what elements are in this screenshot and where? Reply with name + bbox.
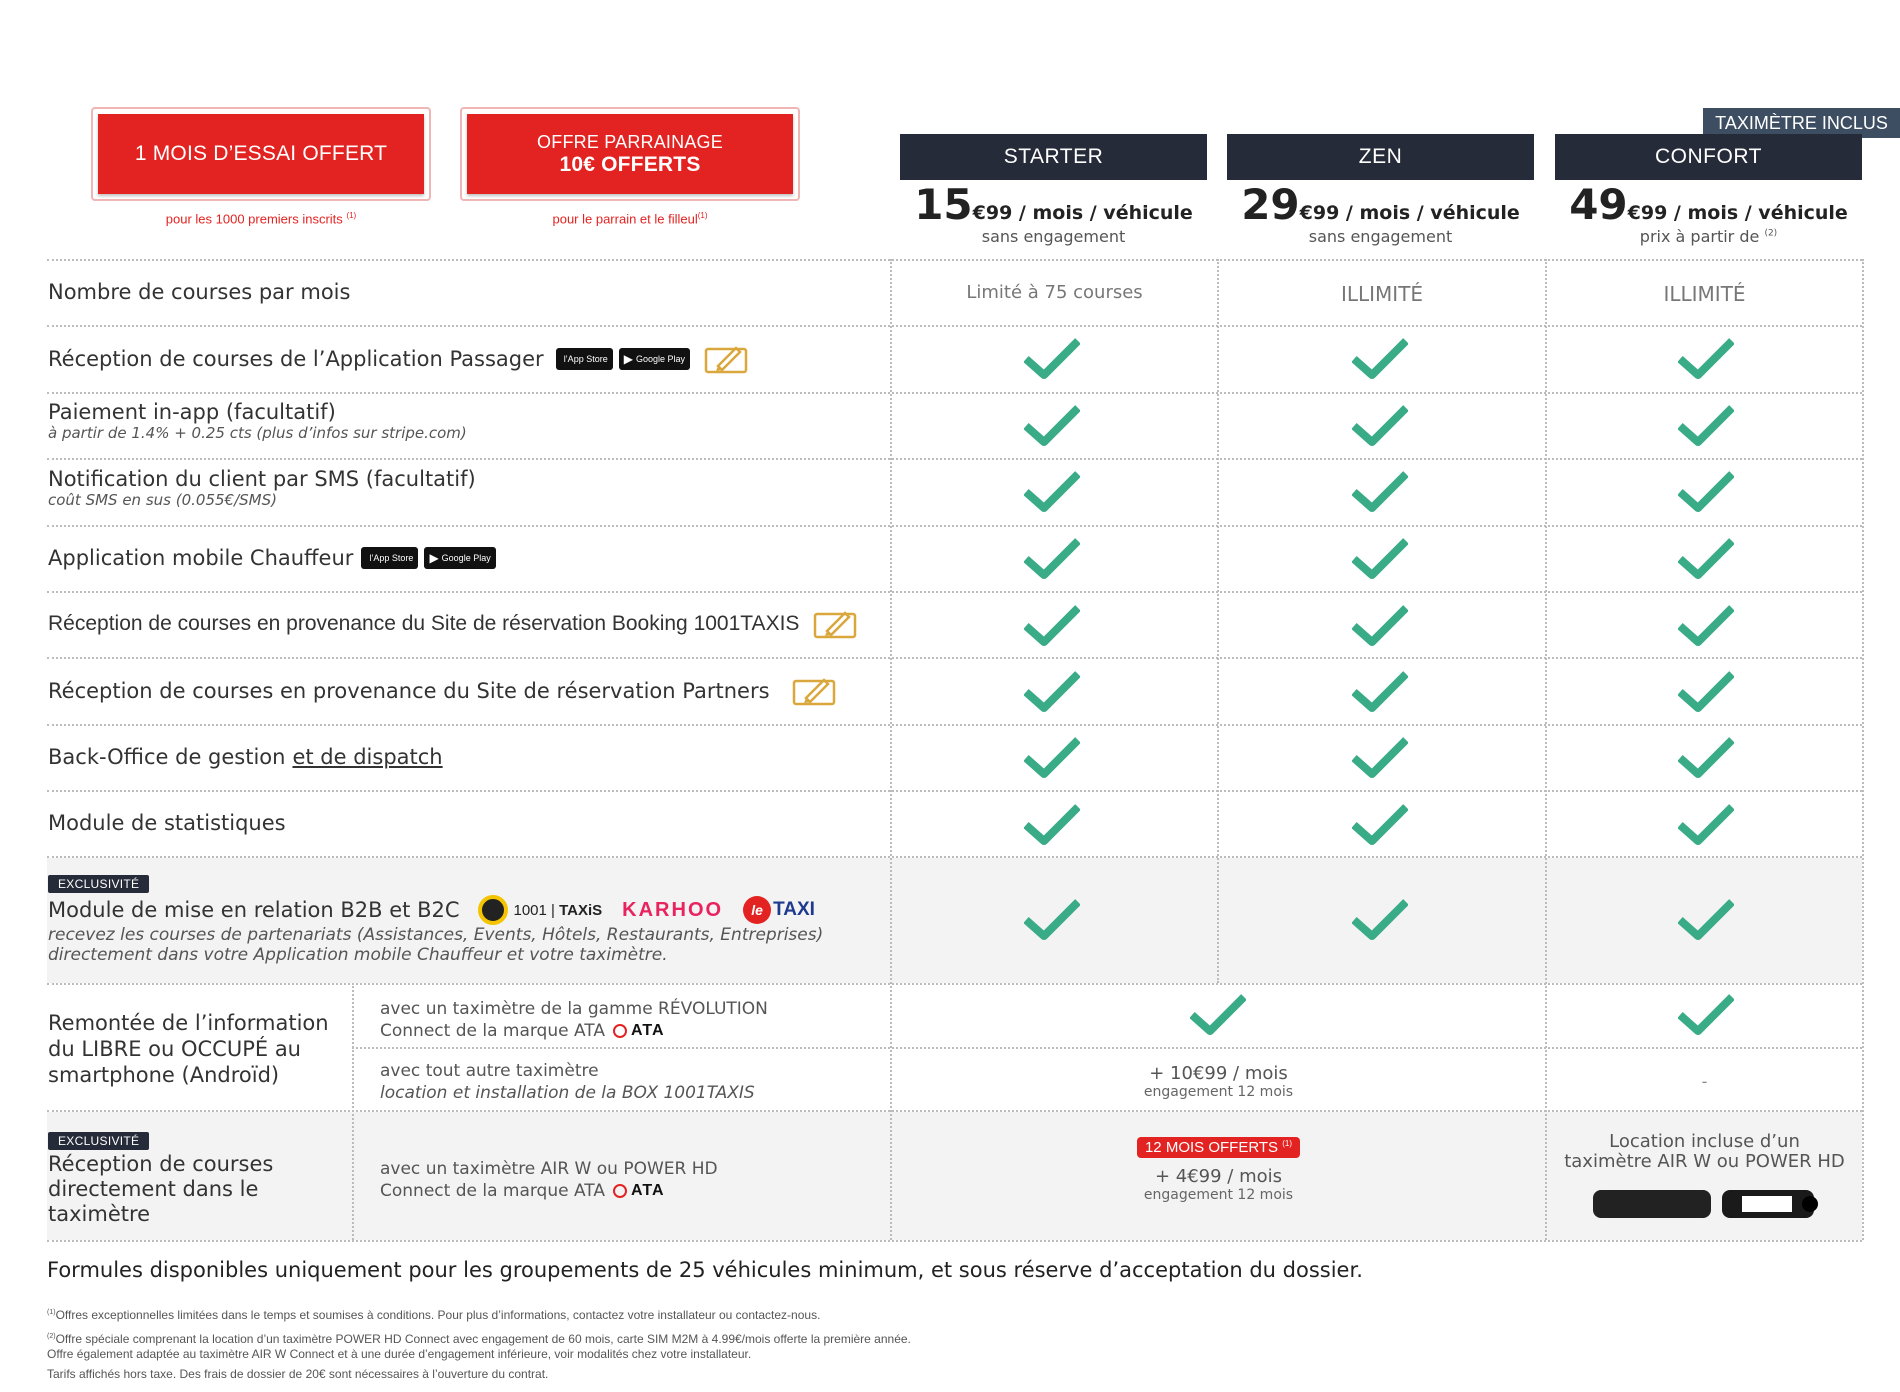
table-divider <box>47 1110 1862 1112</box>
check-icon <box>1678 470 1734 512</box>
check-icon <box>1352 736 1408 778</box>
check-icon <box>1678 736 1734 778</box>
taximeter-offer-cell: 12 MOIS OFFERTS $^{(1)}$ + 4€99 / mois engagement 12 mois <box>892 1137 1545 1203</box>
check-icon <box>1024 803 1080 845</box>
row-label-passenger-app: Réception de courses de l’Application Passager l’App Store ▶ Google Play <box>48 325 748 392</box>
edit-icon[interactable] <box>813 609 857 639</box>
referral-offer-frame <box>460 107 800 201</box>
row-label-b2b: EXCLUSIVITÉ Module de mise en relation B2B et B2C 1001 | TAXiS KARHOO le TAXI recevez les courses de partenariats (Assistances, Events, Hôtels, Restaurants, Entreprises) directement dans votre Application mobile Chauffeur et votre taximètre. <box>48 877 824 965</box>
check-icon <box>1024 537 1080 579</box>
status-sync-other-confort: - <box>1701 1072 1708 1091</box>
status-sync-option-other: avec tout autre taximètre location et installation de la BOX 1001TAXIS <box>380 1061 755 1103</box>
plan-commitment-starter: sans engagement <box>981 227 1126 246</box>
trial-offer-label: 1 MOIS D’ESSAI OFFERT <box>134 142 388 165</box>
logo-letaxi: le TAXI <box>743 896 815 924</box>
column-divider <box>1545 259 1547 1240</box>
check-icon <box>1678 404 1734 446</box>
edit-icon[interactable] <box>792 676 836 706</box>
plan-commitment-confort: prix à partir de $^{(2)}$ <box>1639 227 1778 246</box>
table-divider <box>47 856 1862 858</box>
row-label-stats: Module de statistiques <box>48 811 286 835</box>
referral-offer-note: pour le parrain et le filleul$^{(1)}$ <box>552 211 708 227</box>
check-icon <box>1678 604 1734 646</box>
courses-zen-value: ILLIMITÉ <box>1340 282 1424 306</box>
table-divider <box>47 392 1862 394</box>
play-icon: ▶ <box>429 551 439 565</box>
check-icon <box>1190 993 1246 1035</box>
table-divider <box>47 458 1862 460</box>
column-divider <box>1862 259 1864 1240</box>
check-icon <box>1024 898 1080 940</box>
taximeter-included-badge: TAXIMÈTRE INCLUS <box>1703 108 1900 138</box>
google-play-badge[interactable]: ▶ Google Play <box>424 547 495 569</box>
taximeter-device-powerhd <box>1722 1190 1814 1218</box>
check-icon <box>1024 736 1080 778</box>
free-months-badge: 12 MOIS OFFERTS $^{(1)}$ <box>1137 1137 1300 1158</box>
exclusive-badge: EXCLUSIVITÉ <box>48 875 149 893</box>
partner-logos <box>478 895 815 925</box>
plan-header-zen[interactable]: ZEN <box>1227 134 1534 180</box>
status-sync-option-revolution: avec un taximètre de la gamme RÉVOLUTION Connect de la marque ATA ATA <box>380 999 768 1041</box>
app-store-badge[interactable]: l’App Store <box>556 348 613 370</box>
taximeter-confort-cell: Location incluse d’un taximètre AIR W ou POWER HD <box>1564 1131 1845 1172</box>
plan-price-starter: 15€99 / mois / véhicule sans engagement <box>900 180 1207 246</box>
courses-starter-value: Limité à 75 courses <box>966 282 1143 303</box>
column-divider <box>352 983 354 1240</box>
trial-offer-note: pour les 1000 premiers inscrits $^{(1)}$ <box>165 211 357 227</box>
taximeter-option-airw: avec un taximètre AIR W ou POWER HD Connect de la marque ATA ATA <box>380 1159 718 1201</box>
plan-price-confort: 49€99 / mois / véhicule prix à partir de $^{(2)}$ <box>1555 180 1862 246</box>
logo-1001taxis: 1001 | TAXiS <box>478 895 603 925</box>
check-icon <box>1352 470 1408 512</box>
table-divider <box>47 790 1862 792</box>
check-icon <box>1352 898 1408 940</box>
plan-header-confort[interactable]: CONFORT <box>1555 134 1862 180</box>
trial-offer-button[interactable] <box>98 114 424 194</box>
ata-logo: ATA <box>613 1180 665 1202</box>
check-icon <box>1352 337 1408 379</box>
check-icon <box>1024 470 1080 512</box>
row-label-booking: Réception de courses en provenance du Site de réservation Booking 1001TAXIS <box>48 591 857 657</box>
check-icon <box>1678 537 1734 579</box>
row-label-driver-app: Application mobile Chauffeur l’App Store ▶ Google Play <box>48 525 496 591</box>
row-label-taximeter-reception: EXCLUSIVITÉ Réception de courses directement dans le taximètre <box>48 1134 274 1226</box>
check-icon <box>1024 404 1080 446</box>
row-label-status-sync: Remontée de l’information du LIBRE ou OCCUPÉ au smartphone (Androïd) <box>48 1011 329 1087</box>
ata-logo: ATA <box>613 1020 665 1042</box>
check-icon <box>1024 604 1080 646</box>
check-icon <box>1352 604 1408 646</box>
logo-karhoo: KARHOO <box>622 898 724 921</box>
row-label-backoffice: Back-Office de gestion et de dispatch <box>48 745 443 769</box>
referral-offer-amount: 10€ OFFERTS <box>559 152 701 176</box>
footer-conditions: Formules disponibles uniquement pour les groupements de 25 véhicules minimum, et sous réserve d’acceptation du dossier. <box>47 1258 1363 1282</box>
check-icon <box>1678 803 1734 845</box>
trial-offer-frame <box>91 107 431 201</box>
check-icon <box>1352 537 1408 579</box>
referral-offer-label: OFFRE PARRAINAGE <box>537 131 723 152</box>
app-store-badge[interactable]: l’App Store <box>361 547 418 569</box>
play-icon: ▶ <box>623 351 633 366</box>
table-divider <box>47 1240 1862 1242</box>
row-label-courses: Nombre de courses par mois <box>48 280 351 304</box>
footnotes: $^{(1)}$Offres exceptionnelles limitées dans le temps et soumises à conditions. Pour plus d’informations, contactez votre installateur ou contactez-nous. $^{(2)}$Offre spéciale comprenant la location d’un taximètre POWER HD Connect avec engagement de 60 mois, carte SIM M2M à 4.99€/mois offerte la première année. Offre également adaptée au taximètre AIR W Connect et à une durée d’engagement inférieure, voir modalités chez votre installateur. Tarifs affichés hors taxe. Des frais de dossier de 20€ sont nécessaires à l’ouverture du contrat. <box>47 1308 911 1381</box>
payment-note: à partir de 1.4% + 0.25 cts (plus d’infos sur stripe.com) <box>48 424 467 442</box>
referral-offer-button[interactable] <box>467 114 793 194</box>
column-divider <box>1217 259 1219 983</box>
check-icon <box>1352 670 1408 712</box>
row-label-partners: Réception de courses en provenance du Site de réservation Partners <box>48 657 836 724</box>
table-divider <box>352 1047 1862 1049</box>
check-icon <box>1678 993 1734 1035</box>
check-icon <box>1024 337 1080 379</box>
status-sync-other-price: + 10€99 / mois engagement 12 mois <box>1143 1063 1294 1100</box>
dispatch-link[interactable]: et de dispatch <box>292 745 443 769</box>
plan-price-zen: 29€99 / mois / véhicule sans engagement <box>1227 180 1534 246</box>
check-icon <box>1678 898 1734 940</box>
check-icon <box>1352 404 1408 446</box>
google-play-badge[interactable]: ▶ Google Play <box>619 348 690 370</box>
exclusive-badge: EXCLUSIVITÉ <box>48 1132 149 1150</box>
sms-note: coût SMS en sus (0.055€/SMS) <box>48 491 277 509</box>
plan-commitment-zen: sans engagement <box>1308 227 1453 246</box>
check-icon <box>1024 670 1080 712</box>
table-divider <box>47 983 1862 985</box>
row-label-sms: Notification du client par SMS (facultatif) coût SMS en sus (0.055€/SMS) <box>48 467 476 509</box>
row-label-payment: Paiement in-app (facultatif) à partir de 1.4% + 0.25 cts (plus d’infos sur stripe.com) <box>48 400 467 442</box>
taximeter-device-airw <box>1593 1190 1711 1218</box>
check-icon <box>1678 670 1734 712</box>
plan-header-starter[interactable]: STARTER <box>900 134 1207 180</box>
check-icon <box>1678 337 1734 379</box>
edit-icon[interactable] <box>704 344 748 374</box>
check-icon <box>1352 803 1408 845</box>
courses-confort-value: ILLIMITÉ <box>1663 282 1746 306</box>
